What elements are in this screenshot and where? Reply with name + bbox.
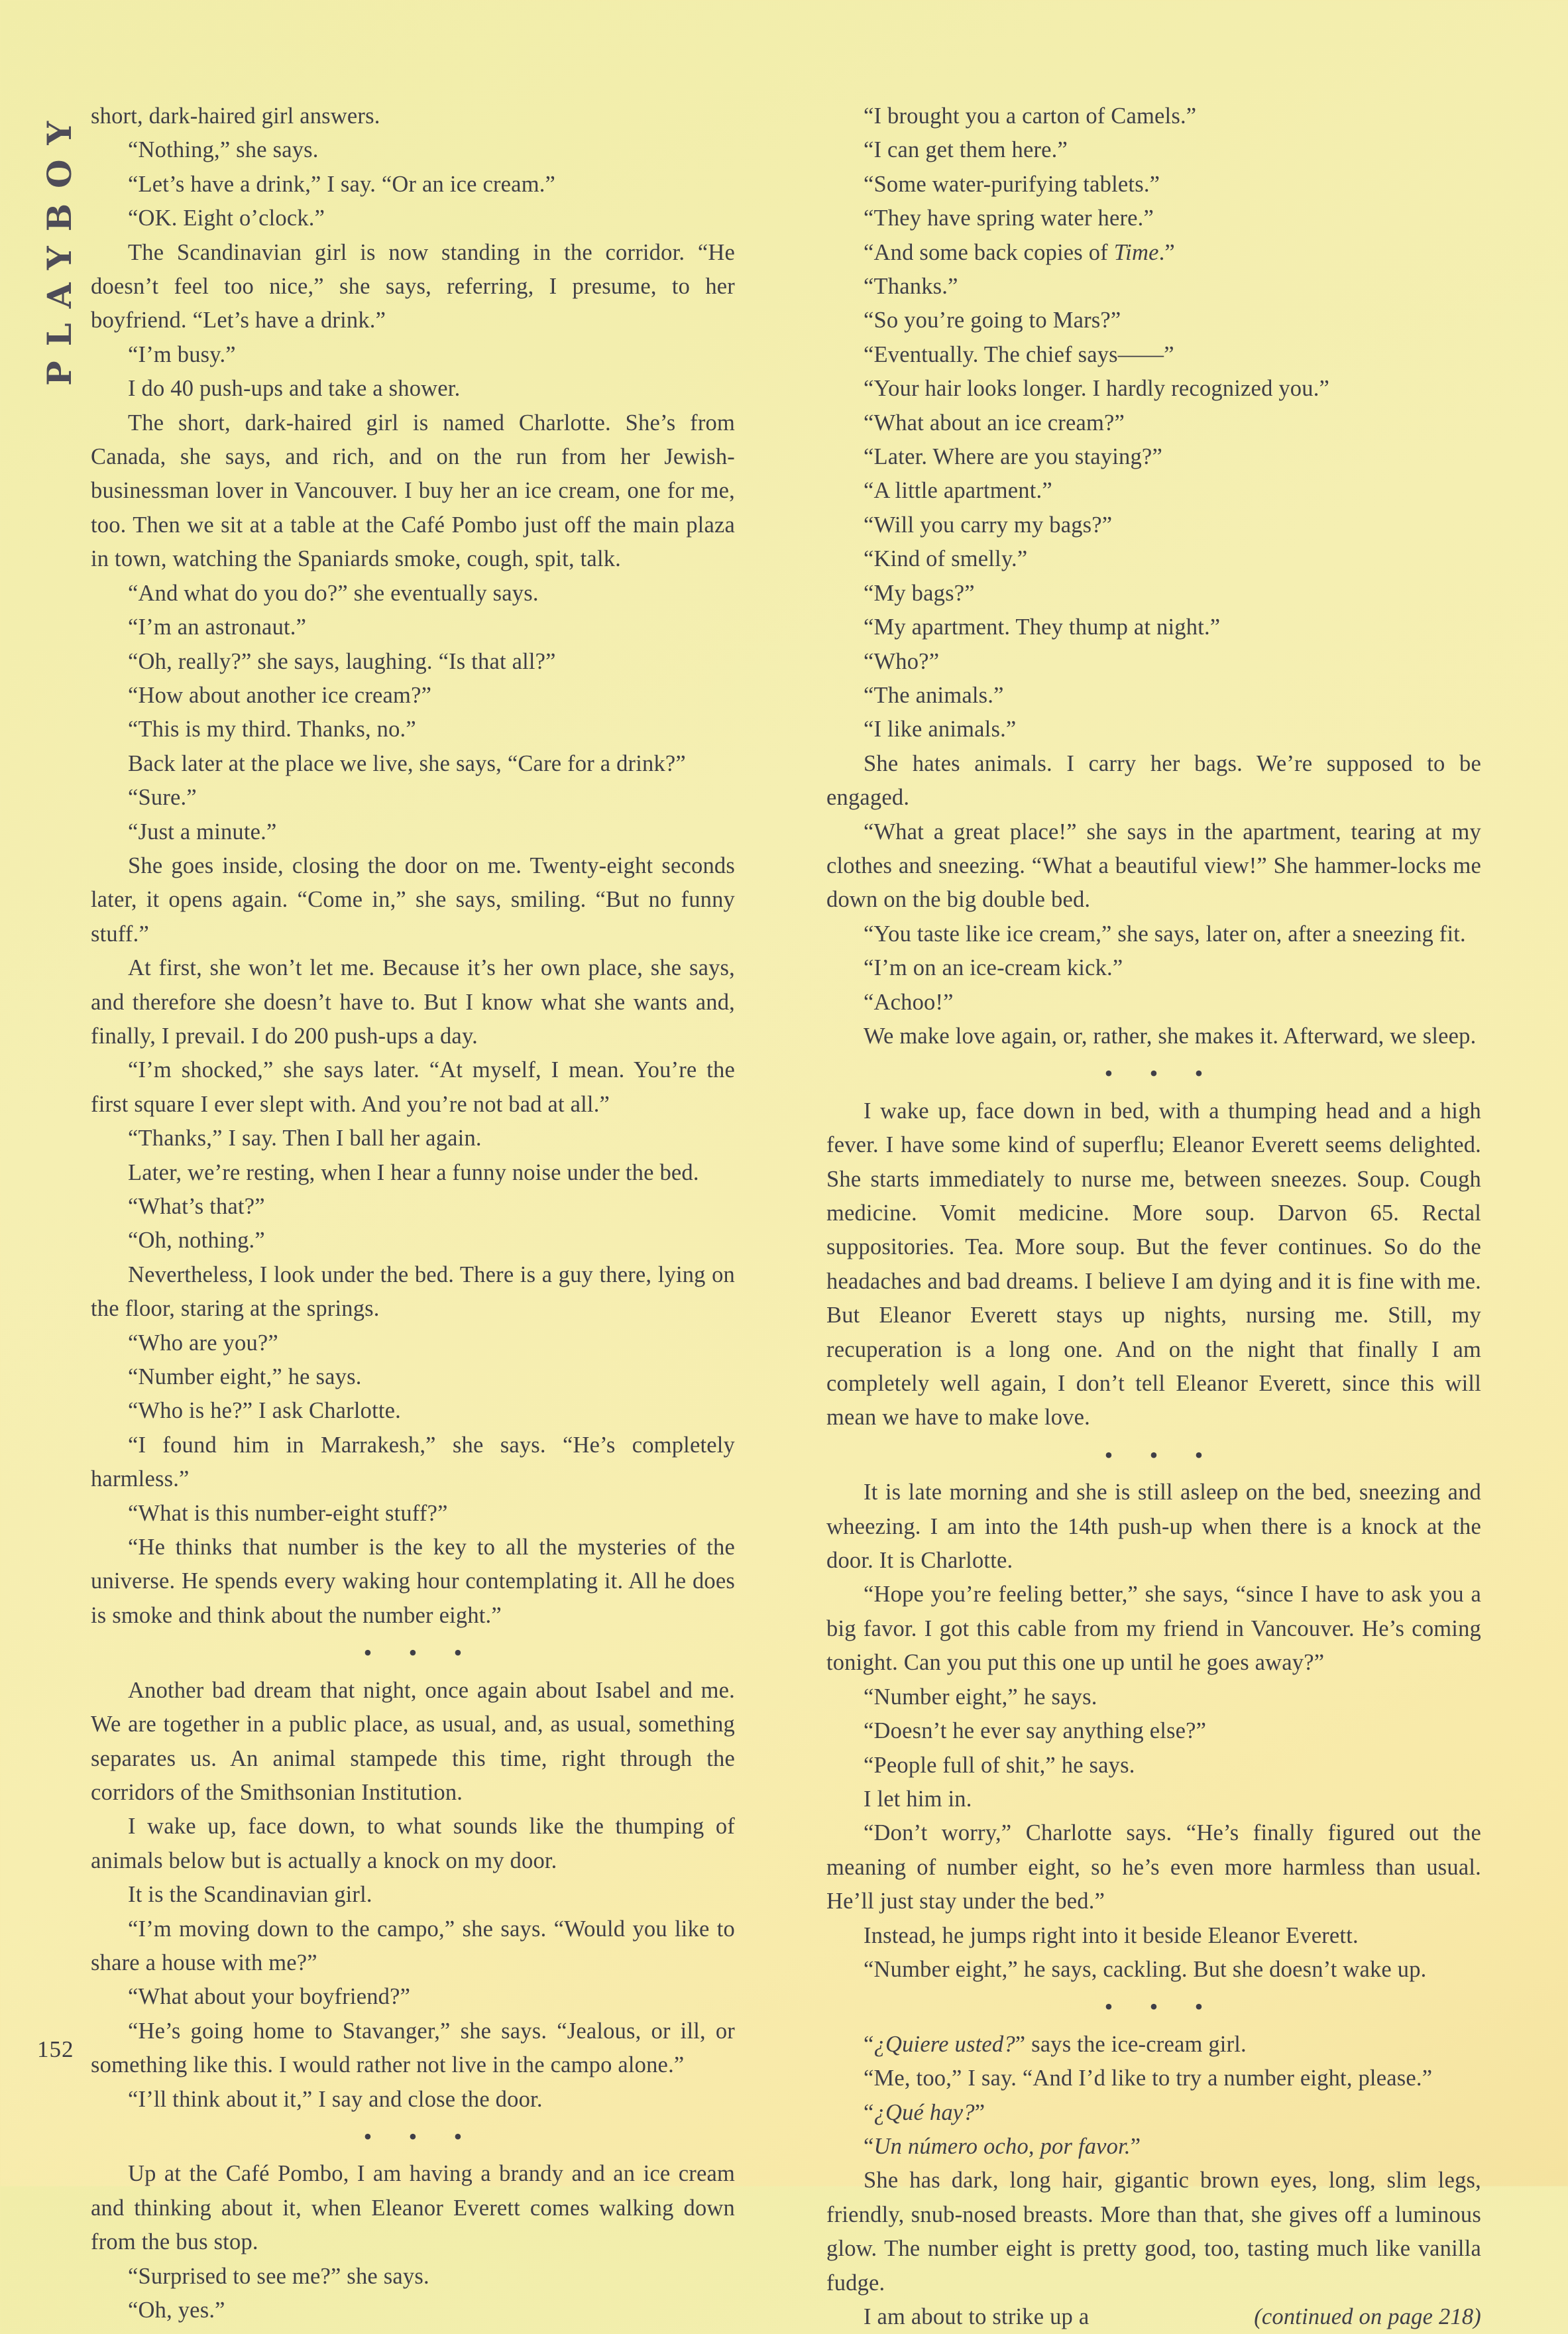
text-run: “Who?” (864, 648, 940, 674)
paragraph (826, 1919, 1481, 1953)
text-run: “I brought you a carton of Camels.” (864, 103, 1197, 129)
text-run: “Later. Where are you staying?” (864, 444, 1162, 470)
paragraph (91, 406, 735, 577)
text-run: “Thanks.” (864, 274, 958, 300)
paragraph (91, 1326, 735, 1360)
paragraph (91, 713, 735, 746)
text-run: “ (864, 2099, 874, 2125)
paragraph (826, 1953, 1481, 1987)
paragraph (826, 99, 1481, 133)
left-column (91, 99, 735, 2327)
text-run: “Your hair looks longer. I hardly recognized you.” (864, 376, 1330, 402)
paragraph (826, 2130, 1481, 2164)
paragraph (826, 2300, 1481, 2334)
text-run: “Hope you’re feeling better,” she says, “since I have to ask you a big favor. I got this cable from my friend in Vancouver. He’s coming tonight. Can you put this one up until he goes away?” (826, 1582, 1481, 1676)
text-run: “So you’re going to Mars?” (864, 308, 1121, 333)
paragraph (826, 236, 1481, 270)
paragraph (91, 1912, 735, 1981)
text-run: “What a great place!” she says in the apartment, tearing at my clothes and sneezing. “What a beautiful view!” She hammer-locks me down on the big double bed. (826, 819, 1481, 913)
paragraph (826, 611, 1481, 644)
text-run: Instead, he jumps right into it beside Eleanor Everett. (864, 1922, 1359, 1948)
text-run: “You taste like ice cream,” she says, later on, after a sneezing fit. (864, 921, 1466, 947)
text-run: “Achoo!” (864, 989, 954, 1015)
paragraph (826, 645, 1481, 679)
text-run: “My bags?” (864, 580, 975, 606)
paragraph (826, 406, 1481, 440)
text-run: “They have spring water here.” (864, 205, 1154, 231)
text-run: “I found him in Marrakesh,” she says. “He’s completely harmless.” (91, 1432, 735, 1492)
italic-text-run: Time (1113, 239, 1159, 265)
text-run: “Oh, really?” she says, laughing. “Is that all?” (128, 648, 556, 674)
italic-text-run: (continued on page 218) (1254, 2304, 1481, 2329)
text-run: The short, dark-haired girl is named Charlotte. She’s from Canada, she says, and rich, and on the run from her Jewish-businessman lover in Vancouver. I buy her an ice cream, one for me, too. Then we sit at a table at the Café Pombo just off the main plaza in town, watching the Spaniards smoke, cough, spit, talk. (91, 410, 735, 572)
text-run: “Don’t worry,” Charlotte says. “He’s finally figured out the meaning of number eight, so he’s even more harmless than usual. He’ll just stay under the bed.” (826, 1820, 1481, 1914)
section-separator: • • • (1104, 1060, 1204, 1087)
text-run: “Number eight,” he says, cackling. But she doesn’t wake up. (864, 1956, 1427, 1982)
paragraph (91, 951, 735, 1053)
paragraph (91, 202, 735, 235)
paragraph (826, 270, 1481, 304)
text-run: “People full of shit,” he says. (864, 1752, 1135, 1778)
text-run: “Me, too,” I say. “And I’d like to try a number eight, please.” (864, 2066, 1433, 2091)
paragraph (91, 1531, 735, 1633)
paragraph (91, 1156, 735, 1190)
text-run: .” (1158, 239, 1175, 265)
text-run: “The animals.” (864, 682, 1004, 708)
text-run: ” says the ice-cream girl. (1015, 2031, 1247, 2057)
paragraph (91, 2260, 735, 2294)
paragraph (826, 304, 1481, 337)
text-run: I wake up, face down in bed, with a thumping head and a high fever. I have some kind of superflu; Eleanor Everett seems delighted. She starts immediately to nurse me, between sneezes. Soup. Cough medicine. Vomit medicine. More soup. Darvon 65. Rectal suppositories. Tea. More soup. But the fever continues. So do the headaches and bad dreams. I believe I am dying and it is fine with me. But Eleanor Everett stays up nights, nursing me. Still, my recuperation is a long one. And on the night that finally I am completely well again, I don’t tell Eleanor Everett, since this will mean we have to make love. (826, 1098, 1481, 1430)
text-run: “Who are you?” (128, 1330, 278, 1356)
text-run: It is the Scandinavian girl. (128, 1882, 372, 1908)
paragraph (91, 2157, 735, 2259)
text-run: “Oh, nothing.” (128, 1228, 265, 1254)
text-run: “Eventually. The chief says——” (864, 341, 1174, 367)
paragraph (826, 815, 1481, 917)
text-run: It is late morning and she is still asleep on the bed, sneezing and wheezing. I am into the 14th push-up when there is a knock at the door. It is Charlotte. (826, 1480, 1481, 1574)
paragraph (91, 815, 735, 849)
text-run: “OK. Eight o’clock.” (128, 205, 325, 231)
paragraph (826, 440, 1481, 474)
text-run: She goes inside, closing the door on me. Twenty-eight seconds later, it opens again. “Come in,” she says, smiling. “But no funny stuff.” (91, 852, 735, 947)
text-run: I do 40 push-ups and take a shower. (128, 376, 461, 402)
text-run: “Let’s have a drink,” I say. “Or an ice cream.” (128, 171, 556, 197)
text-run: “I’m on an ice-cream kick.” (864, 955, 1123, 981)
page-number: 152 (37, 2036, 74, 2062)
text-run: “What’s that?” (128, 1194, 265, 1219)
paragraph (826, 2062, 1481, 2095)
paragraph (826, 951, 1481, 985)
text-run: “Sure.” (128, 785, 197, 811)
paragraph (91, 679, 735, 713)
text-run: “ (864, 2133, 874, 2159)
paragraph (91, 2083, 735, 2117)
text-run: “Doesn’t he ever say anything else?” (864, 1718, 1207, 1744)
text-run: “Just a minute.” (128, 819, 277, 845)
text-run: “I’m an astronaut.” (128, 614, 307, 640)
text-run: “I like animals.” (864, 717, 1017, 742)
paragraph (91, 338, 735, 372)
text-run: We make love again, or, rather, she makes it. Afterward, we sleep. (864, 1023, 1477, 1049)
section-separator: • • • (363, 2123, 463, 2150)
text-run: Back later at the place we live, she says, “Care for a drink?” (128, 750, 686, 776)
paragraph (826, 1782, 1481, 1816)
paragraph (91, 2014, 735, 2083)
paragraph (91, 99, 735, 133)
paragraph (91, 577, 735, 611)
paragraph (91, 1810, 735, 1878)
paragraph (91, 747, 735, 781)
text-run: Up at the Café Pombo, I am having a brandy and an ice cream and thinking about it, when Eleanor Everett comes walking down from the bus stop. (91, 2161, 735, 2255)
text-run: “Number eight,” he says. (864, 1684, 1097, 1710)
text-run: “He thinks that number is the key to all the mysteries of the universe. He spends every waking hour contemplating it. All he does is smoke and think about the number eight.” (91, 1535, 735, 1628)
paragraph (826, 168, 1481, 202)
paragraph (826, 474, 1481, 508)
paragraph (91, 1190, 735, 1224)
text-run: “Thanks,” I say. Then I ball her again. (128, 1126, 482, 1151)
paragraph (826, 1020, 1481, 1053)
paragraph (91, 1360, 735, 1394)
text-run: “Surprised to see me?” she says. (128, 2263, 429, 2289)
section-separator: • • • (1104, 1993, 1204, 2020)
text-run: “Kind of smelly.” (864, 546, 1028, 572)
text-run: “I’m busy.” (128, 341, 236, 367)
paragraph (826, 2096, 1481, 2130)
paragraph (91, 133, 735, 167)
text-run: “And what do you do?” she eventually says. (128, 580, 539, 606)
text-run: “My apartment. They thump at night.” (864, 614, 1221, 640)
paragraph (91, 1224, 735, 1257)
text-run: “I’m moving down to the campo,” she says. “Would you like to share a house with me?” (91, 1916, 735, 1975)
paragraph (826, 372, 1481, 406)
text-run: short, dark-haired girl answers. (91, 103, 380, 129)
text-run: “Some water-purifying tablets.” (864, 171, 1160, 197)
text-run: “How about another ice cream?” (128, 682, 432, 708)
paragraph (91, 1878, 735, 1912)
text-run: “I’ll think about it,” I say and close the door. (128, 2086, 543, 2112)
text-run: “And some back copies of (864, 239, 1114, 265)
paragraph (826, 2028, 1481, 2062)
paragraph (91, 236, 735, 338)
paragraph (826, 986, 1481, 1020)
paragraph (826, 1749, 1481, 1782)
paragraph (91, 372, 735, 406)
paragraph (826, 679, 1481, 713)
paragraph (91, 1980, 735, 2014)
text-run: “Number eight,” he says. (128, 1364, 362, 1390)
text-run: I am about to strike up a (864, 2304, 1090, 2329)
paragraph (826, 1476, 1481, 1578)
text-run: “What is this number-eight stuff?” (128, 1500, 448, 1526)
paragraph (826, 917, 1481, 951)
text-run: “I can get them here.” (864, 137, 1068, 163)
text-run: Nevertheless, I look under the bed. There is a guy there, lying on the floor, staring at the springs. (91, 1261, 735, 1322)
text-run: At first, she won’t let me. Because it’s her own place, she says, and therefore she doesn’t have to. But I know what she wants and, finally, I prevail. I do 200 push-ups a day. (91, 955, 735, 1049)
paragraph (826, 1578, 1481, 1680)
paragraph (826, 2164, 1481, 2300)
paragraph (91, 611, 735, 644)
paragraph (826, 1094, 1481, 1435)
text-run: “What about an ice cream?” (864, 410, 1125, 436)
text-run: “He’s going home to Stavanger,” she says. “Jealous, or ill, or something like this. I would rather not live in the campo alone.” (91, 2018, 735, 2078)
text-run: “I’m shocked,” she says later. “At myself, I mean. You’re the first square I ever slept with. And you’re not bad at all.” (91, 1057, 735, 1117)
text-run: “Will you carry my bags?” (864, 512, 1113, 538)
paragraph (826, 577, 1481, 611)
paragraph (826, 202, 1481, 235)
magazine-folio-vertical: PLAYBOY (40, 106, 79, 386)
text-run: She hates animals. I carry her bags. We’re supposed to be engaged. (826, 750, 1481, 811)
paragraph (91, 1429, 735, 1497)
paragraph (91, 1258, 735, 1326)
paragraph (826, 338, 1481, 372)
paragraph (91, 168, 735, 202)
text-run: Another bad dream that night, once again about Isabel and me. We are together in a public place, as usual, and, as usual, something separates us. An animal stampede this time, right through the corridors of the Smithsonian Institution. (91, 1677, 735, 1805)
paragraph (826, 747, 1481, 815)
text-run: “This is my third. Thanks, no.” (128, 717, 416, 742)
text-run: ” (1130, 2133, 1141, 2159)
paragraph (91, 1674, 735, 1810)
text-run: “What about your boyfriend?” (128, 1984, 411, 2010)
paragraph (826, 133, 1481, 167)
text-run: The Scandinavian girl is now standing in the corridor. “He doesn’t feel too nice,” she says, referring, I presume, to her boyfriend. “Let’s have a drink.” (91, 239, 735, 333)
paragraph (826, 1680, 1481, 1714)
section-separator: • • • (363, 1639, 463, 1666)
text-run: “Oh, yes.” (128, 2298, 225, 2323)
paragraph (91, 1394, 735, 1428)
paragraph (826, 713, 1481, 746)
italic-text-run: ¿Quiere usted? (873, 2031, 1015, 2057)
text-run: I let him in. (864, 1786, 972, 1812)
paragraph (91, 1053, 735, 1122)
paragraph (91, 1122, 735, 1155)
italic-text-run: ¿Qué hay? (873, 2099, 975, 2125)
text-run: She has dark, long hair, gigantic brown eyes, long, slim legs, friendly, snub-nosed breasts. More than that, she gives off a luminous glow. The number eight is pretty good, too, tasting much like vanilla fudge. (826, 2168, 1481, 2296)
paragraph (91, 1497, 735, 1531)
paragraph (826, 542, 1481, 576)
italic-text-run: Un número ocho, por favor. (873, 2133, 1131, 2159)
text-run: “Nothing,” she says. (128, 137, 319, 163)
text-run: Later, we’re resting, when I hear a funny noise under the bed. (128, 1159, 699, 1185)
paragraph (826, 508, 1481, 542)
text-run: I wake up, face down, to what sounds like the thumping of animals below but is actually a knock on my door. (91, 1814, 735, 1873)
paragraph (826, 1714, 1481, 1748)
paragraph (91, 849, 735, 951)
paragraph (91, 2294, 735, 2327)
text-run: ” (974, 2099, 985, 2125)
text-run: “A little apartment.” (864, 478, 1052, 504)
text-run: “ (864, 2031, 874, 2057)
section-separator: • • • (1104, 1441, 1204, 1468)
paragraph (91, 645, 735, 679)
paragraph (91, 781, 735, 815)
paragraph (826, 1816, 1481, 1918)
text-run: “Who is he?” I ask Charlotte. (128, 1398, 401, 1424)
right-column (826, 99, 1481, 2334)
